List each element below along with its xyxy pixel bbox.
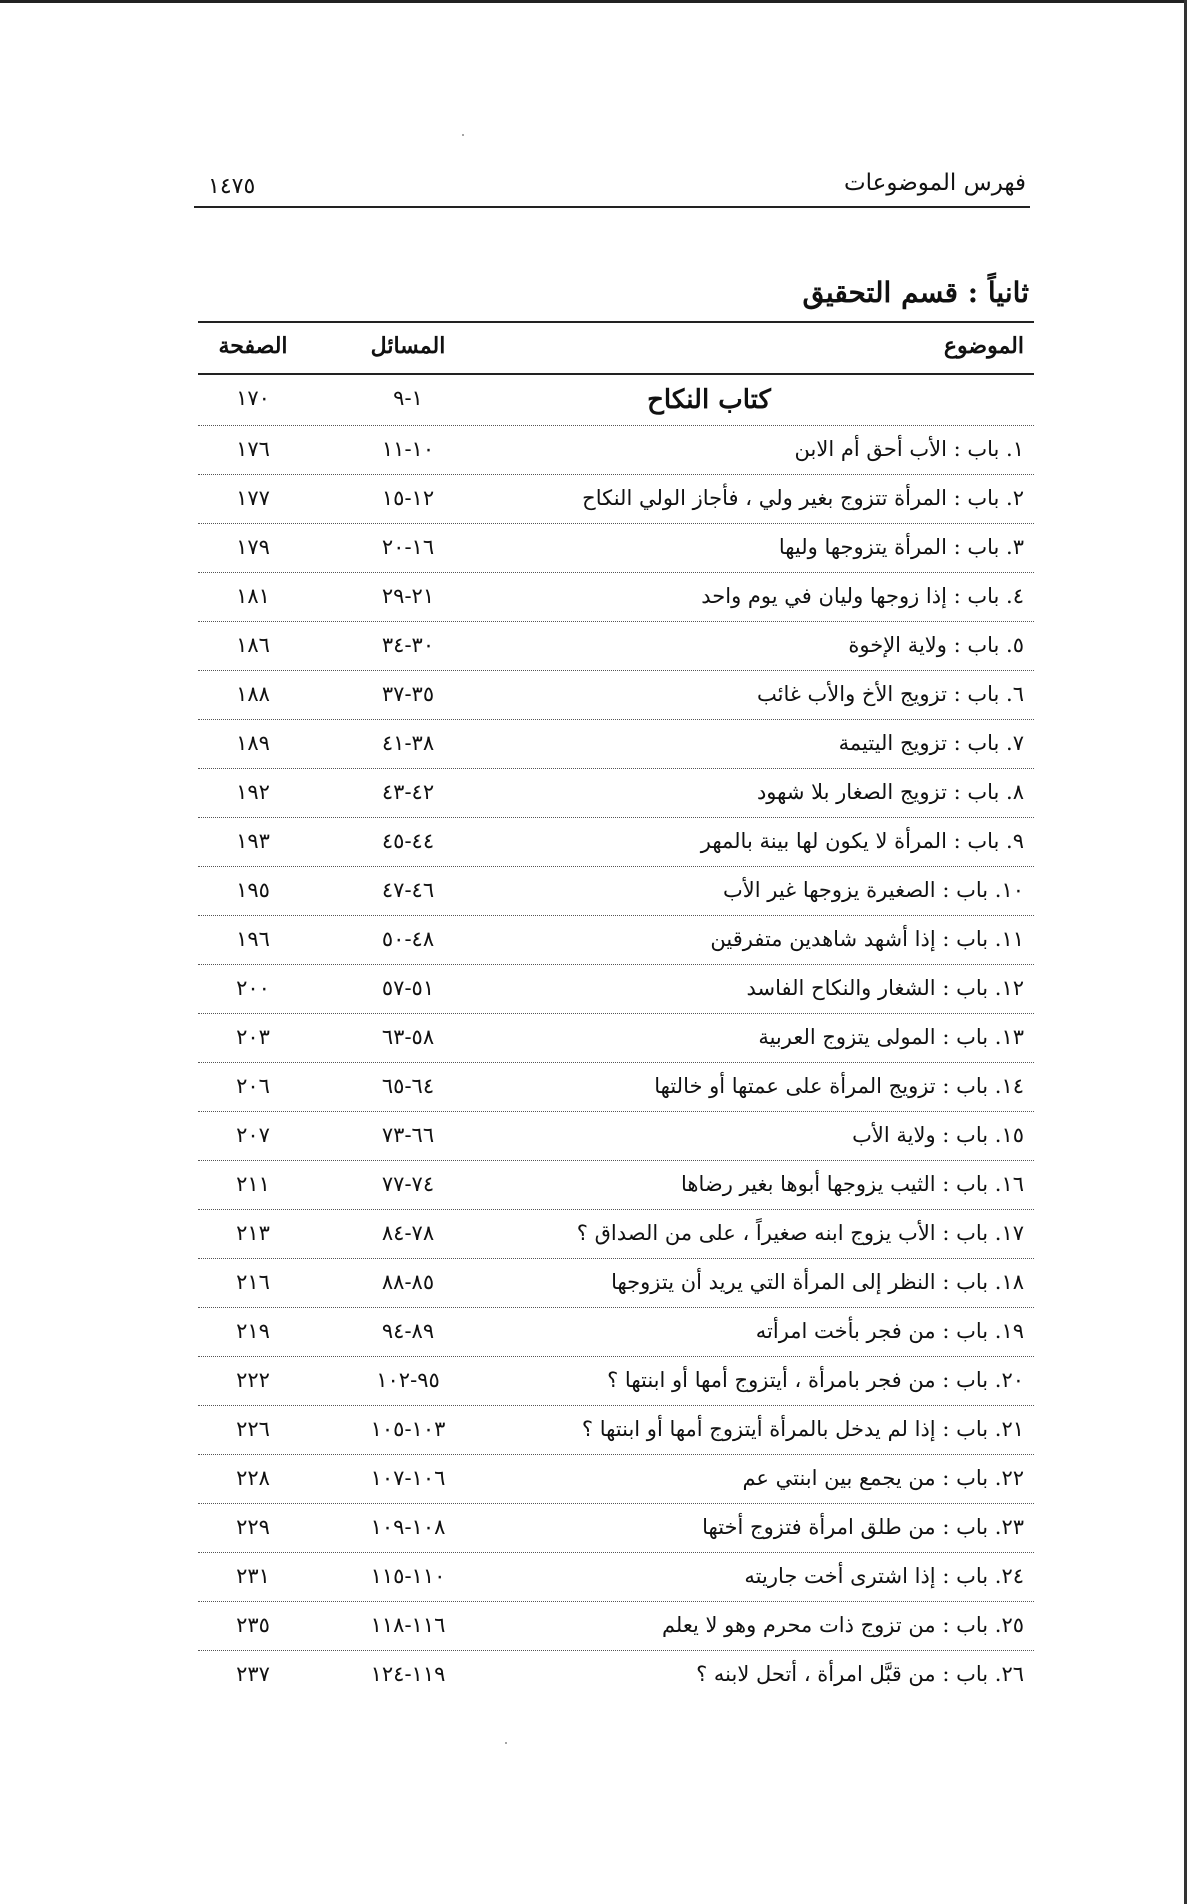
page-cell: ٢٣٧ xyxy=(236,1662,270,1686)
table-row xyxy=(198,1014,1034,1063)
table-row xyxy=(198,475,1034,524)
issues-cell: ٦٤-٦٥ xyxy=(381,1074,435,1098)
topic-cell: ٢٦. باب : من قبَّل امرأة ، أتحل لابنه ؟ xyxy=(696,1662,1024,1686)
page-cell: ١٨١ xyxy=(236,584,270,608)
issues-cell: ٤٤-٤٥ xyxy=(381,829,435,853)
topic-cell: ٧. باب : تزويج اليتيمة xyxy=(838,731,1024,755)
topic-cell: ٢. باب : المرأة تتزوج بغير ولي ، فأجاز الولي النكاح xyxy=(582,486,1024,510)
table-row xyxy=(198,1308,1034,1357)
page-top-edge xyxy=(0,0,1187,3)
topic-cell: ٢٢. باب : من يجمع بين ابنتي عم xyxy=(742,1466,1024,1490)
page-cell: ١٨٦ xyxy=(236,633,270,657)
page-cell: ١٨٩ xyxy=(236,731,270,755)
page-cell: ١٧٩ xyxy=(236,535,270,559)
topic-cell: ٦. باب : تزويج الأخ والأب غائب xyxy=(756,682,1024,706)
page-cell: ٢٣١ xyxy=(236,1564,270,1588)
page-cell: ٢١٣ xyxy=(236,1221,270,1245)
page-cell: ٢٠٠ xyxy=(236,976,270,1000)
page-cell: ٢٢٨ xyxy=(236,1466,270,1490)
issues-cell: ١٠٦-١٠٧ xyxy=(370,1466,446,1490)
page-cell: ٢١١ xyxy=(236,1172,270,1196)
issues-cell: ٥١-٥٧ xyxy=(381,976,435,1000)
topic-cell: ٤. باب : إذا زوجها وليان في يوم واحد xyxy=(701,584,1024,608)
running-header xyxy=(196,168,1030,208)
issues-cell: ٤٢-٤٣ xyxy=(381,780,435,804)
issues-cell: ١٢-١٥ xyxy=(381,486,435,510)
table-row xyxy=(198,524,1034,573)
page-cell: ١٧٧ xyxy=(236,486,270,510)
table-row xyxy=(198,1112,1034,1161)
issues-cell: ٢١-٢٩ xyxy=(381,584,435,608)
page-cell: ٢٢٩ xyxy=(236,1515,270,1539)
issues-cell: ٦٦-٧٣ xyxy=(381,1123,435,1147)
issues-cell: ١١٠-١١٥ xyxy=(370,1564,446,1588)
topic-cell: ٣. باب : المرأة يتزوجها وليها xyxy=(778,535,1024,559)
table-body xyxy=(198,375,1034,1699)
issues-cell: ٣٠-٣٤ xyxy=(381,633,435,657)
table-row xyxy=(198,1504,1034,1553)
page-cell: ٢٠٦ xyxy=(236,1074,270,1098)
topic-cell: ٢٣. باب : من طلق امرأة فتزوج أختها xyxy=(702,1515,1024,1539)
speck xyxy=(462,134,464,136)
page-cell: ٢٣٥ xyxy=(236,1613,270,1637)
topic-cell: ١. باب : الأب أحق أم الابن xyxy=(794,437,1024,461)
issues-cell: ١٠٨-١٠٩ xyxy=(370,1515,446,1539)
speck xyxy=(505,1742,507,1744)
issues-cell: ١١٦-١١٨ xyxy=(370,1613,446,1637)
column-header-page: الصفحة xyxy=(218,333,288,359)
topic-cell: ٨. باب : تزويج الصغار بلا شهود xyxy=(756,780,1024,804)
issues-cell: ٧٨-٨٤ xyxy=(381,1221,435,1245)
topic-cell: ٥. باب : ولاية الإخوة xyxy=(848,633,1024,657)
table-row xyxy=(198,1357,1034,1406)
table-row xyxy=(198,769,1034,818)
header-rule xyxy=(194,206,1030,208)
topic-cell: ١٤. باب : تزويج المرأة على عمتها أو خالتها xyxy=(654,1074,1024,1098)
table-row xyxy=(198,573,1034,622)
topic-cell: ١٢. باب : الشغار والنكاح الفاسد xyxy=(746,976,1024,1000)
page-cell: ١٧٦ xyxy=(236,437,270,461)
table-row xyxy=(198,1406,1034,1455)
topic-cell: ١٩. باب : من فجر بأخت امرأته xyxy=(755,1319,1024,1343)
issues-cell: ٩٥-١٠٢ xyxy=(376,1368,440,1392)
page-cell: ٢٠٧ xyxy=(236,1123,270,1147)
table-row xyxy=(198,1161,1034,1210)
issues-cell: ٧٤-٧٧ xyxy=(381,1172,435,1196)
issues-cell: ٤٦-٤٧ xyxy=(381,878,435,902)
issues-cell: ٨٥-٨٨ xyxy=(381,1270,435,1294)
issues-cell: ١٠-١١ xyxy=(381,437,435,461)
page-cell: ١٧٠ xyxy=(236,386,270,410)
table-row xyxy=(198,1651,1034,1699)
issues-cell: ٥٨-٦٣ xyxy=(381,1025,435,1049)
issues-cell: ٣٨-٤١ xyxy=(381,731,435,755)
issues-cell: ٣٥-٣٧ xyxy=(381,682,435,706)
page-cell: ٢١٩ xyxy=(236,1319,270,1343)
topic-cell: ١٠. باب : الصغيرة يزوجها غير الأب xyxy=(723,878,1024,902)
topic-cell: ١١. باب : إذا أشهد شاهدين متفرقين xyxy=(710,927,1024,951)
topic-cell: ٩. باب : المرأة لا يكون لها بينة بالمهر xyxy=(700,829,1024,853)
table-row xyxy=(198,720,1034,769)
issues-cell: ١٠٣-١٠٥ xyxy=(370,1417,446,1441)
header-title: فهرس الموضوعات xyxy=(843,170,1026,196)
page-cell: ١٨٨ xyxy=(236,682,270,706)
book-heading-row xyxy=(198,375,1034,426)
page-cell: ٢١٦ xyxy=(236,1270,270,1294)
page-cell: ١٩٦ xyxy=(236,927,270,951)
topic-cell: ١٥. باب : ولاية الأب xyxy=(852,1123,1024,1147)
issues-cell: ١٦-٢٠ xyxy=(381,535,435,559)
table-row xyxy=(198,622,1034,671)
topic-cell: ٢٥. باب : من تزوج ذات محرم وهو لا يعلم xyxy=(661,1613,1024,1637)
issues-cell: ١-٩ xyxy=(393,386,423,410)
table-row xyxy=(198,1602,1034,1651)
topic-cell: ٢٤. باب : إذا اشترى أخت جاريته xyxy=(744,1564,1024,1588)
header-page-number: ١٤٧٥ xyxy=(208,174,256,199)
topic-cell: ١٣. باب : المولى يتزوج العربية xyxy=(758,1025,1024,1049)
table-row xyxy=(198,1455,1034,1504)
topic-cell: ١٦. باب : الثيب يزوجها أبوها بغير رضاها xyxy=(681,1172,1024,1196)
topic-cell: ١٧. باب : الأب يزوج ابنه صغيراً ، على من الصداق ؟ xyxy=(576,1221,1024,1245)
column-header-issues: المسائل xyxy=(370,333,446,359)
page-cell: ١٩٢ xyxy=(236,780,270,804)
table-row xyxy=(198,1063,1034,1112)
table-row xyxy=(198,1553,1034,1602)
table-row xyxy=(198,916,1034,965)
table-row xyxy=(198,1259,1034,1308)
table-header xyxy=(198,321,1034,375)
topic-cell: كتاب النكاح xyxy=(647,385,771,415)
section-title: ثانياً : قسم التحقيق xyxy=(802,276,1029,309)
column-header-topic: الموضوع xyxy=(943,333,1024,359)
table-row xyxy=(198,965,1034,1014)
page-cell: ٢٢٦ xyxy=(236,1417,270,1441)
page-cell: ٢٠٣ xyxy=(236,1025,270,1049)
page-cell: ١٩٣ xyxy=(236,829,270,853)
topic-cell: ١٨. باب : النظر إلى المرأة التي يريد أن يتزوجها xyxy=(611,1270,1024,1294)
page-cell: ١٩٥ xyxy=(236,878,270,902)
table-row xyxy=(198,1210,1034,1259)
topic-cell: ٢١. باب : إذا لم يدخل بالمرأة أيتزوج أمها أو ابنتها ؟ xyxy=(581,1417,1024,1441)
issues-cell: ٨٩-٩٤ xyxy=(381,1319,435,1343)
contents-table xyxy=(198,321,1034,1699)
table-row xyxy=(198,818,1034,867)
issues-cell: ٤٨-٥٠ xyxy=(381,927,435,951)
table-row xyxy=(198,671,1034,720)
table-row xyxy=(198,426,1034,475)
issues-cell: ١١٩-١٢٤ xyxy=(370,1662,446,1686)
table-row xyxy=(198,867,1034,916)
page-cell: ٢٢٢ xyxy=(236,1368,270,1392)
topic-cell: ٢٠. باب : من فجر بامرأة ، أيتزوج أمها أو ابنتها ؟ xyxy=(607,1368,1024,1392)
